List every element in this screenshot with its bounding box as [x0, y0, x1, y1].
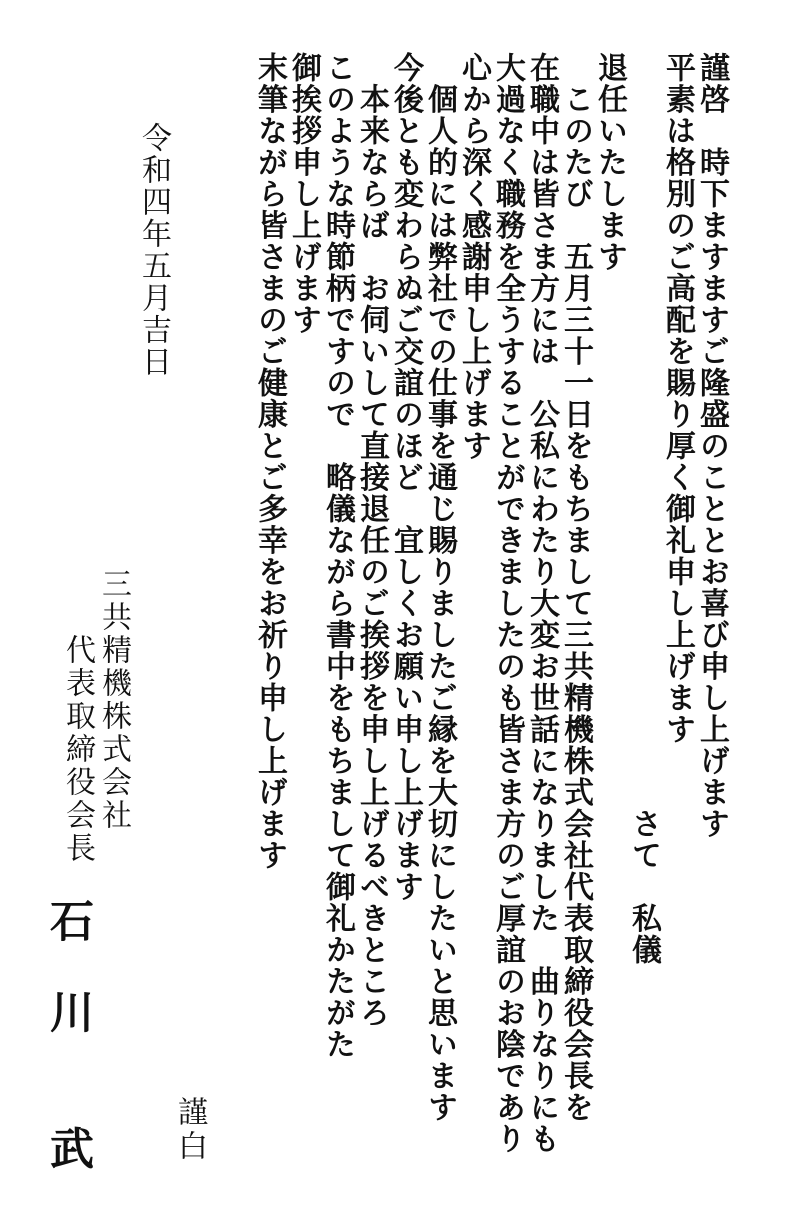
letter-line-12: このような時節柄ですので 略儀ながら書中をもちまして御礼かたがた — [320, 52, 355, 1060]
letter-line-8: 心から深く感謝申し上げます — [456, 52, 491, 462]
letter-date: 令和四年五月吉日 — [136, 122, 171, 378]
sender-name: 石 川 武 — [42, 898, 93, 1171]
letter-closing: 謹白 — [172, 1096, 207, 1164]
letter-line-10: 今後とも変わらぬご交誼のほど 宜しくお願い申し上げます — [388, 52, 423, 903]
letter-line-3: さて 私儀 — [626, 52, 661, 966]
letter-line-5: このたび 五月三十一日をもちまして三共精機株式会社代表取締役会長を — [558, 52, 593, 1123]
letter-line-9: 個人的には弊社での仕事を通じ賜りましたご縁を大切にしたいと思います — [422, 52, 457, 1123]
sender-title: 代表取締役会長 — [60, 634, 95, 865]
letter-line-2: 平素は格別のご高配を賜り厚く御礼申し上げます — [660, 52, 695, 745]
letter-line-6: 在職中は皆さま方には 公私にわたり大変お世話になりました 曲りなりにも — [524, 52, 559, 1155]
letter-line-7: 大過なく職務を全うすることができましたのも皆さま方のご厚誼のお陰であり — [490, 52, 525, 1155]
letter-line-1: 謹啓 時下ますますご隆盛のこととお喜び申し上げます — [694, 52, 729, 840]
sender-company: 三共精機株式会社 — [96, 568, 131, 832]
letter-line-14: 末筆ながら皆さまのご健康とご多幸をお祈り申し上げます — [252, 52, 287, 871]
letter-line-13: 御挨拶申し上げます — [286, 52, 321, 336]
letter-line-11: 本来ならば お伺いして直接退任のご挨拶を申し上げるべきところ — [354, 52, 389, 1029]
letter-line-4: 退任いたします — [592, 52, 627, 273]
